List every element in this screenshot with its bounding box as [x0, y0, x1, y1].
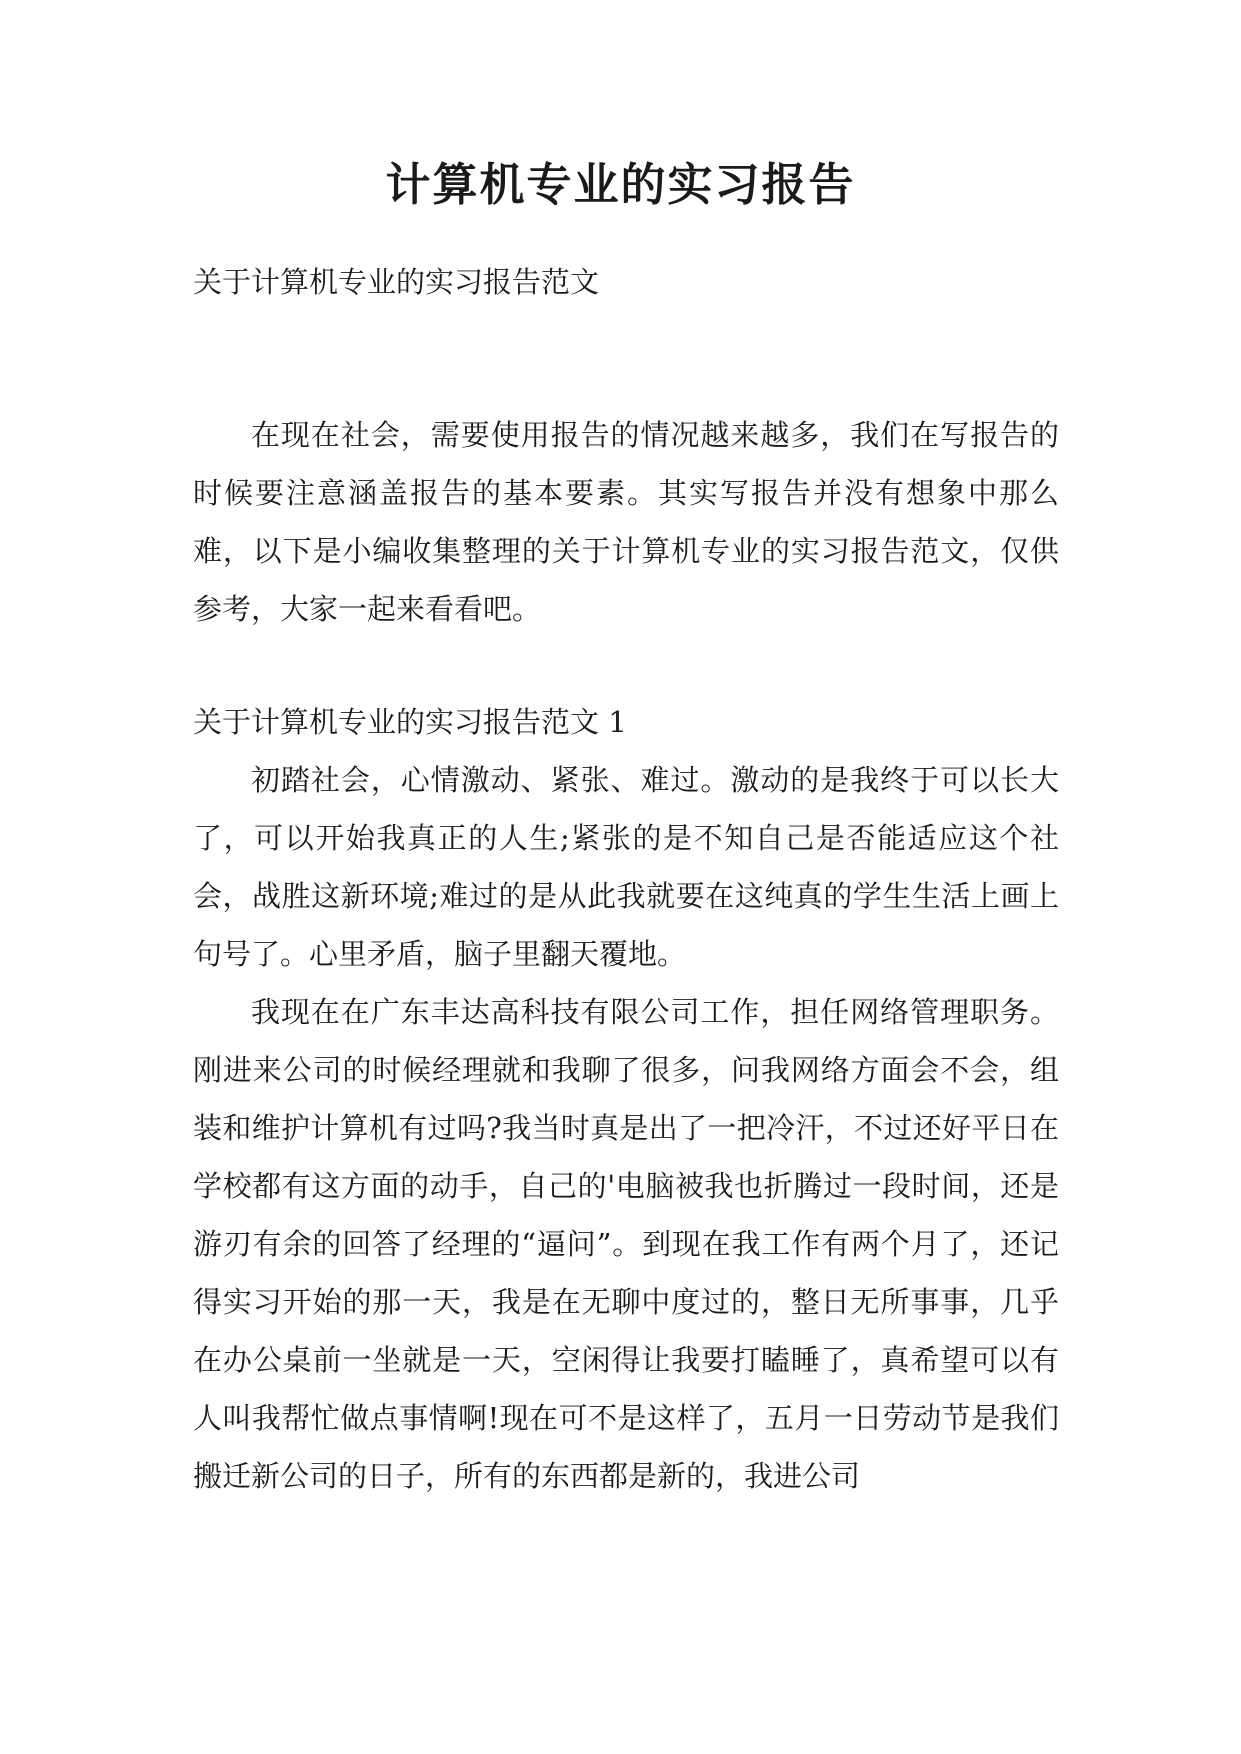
document-subtitle: 关于计算机专业的实习报告范文: [193, 265, 600, 299]
intro-block: [193, 406, 1059, 638]
intro-paragraph: 在现在社会，需要使用报告的情况越来越多，我们在写报告的时候要注意涵盖报告的基本要素。其实写报告并没有想象中那么难，以下是小编收集整理的关于计算机专业的实习报告范文，仅供参考，大家一起来看看吧。: [193, 418, 1059, 626]
document-title: 计算机专业的实习报告: [385, 158, 856, 211]
section-body: [193, 751, 1059, 1505]
body-paragraph: 我现在在广东丰达高科技有限公司工作，担任网络管理职务。刚进来公司的时候经理就和我聊了很多，问我网络方面会不会，组装和维护计算机有过吗?我当时真是出了一把冷汗，不过还好平日在学校都有这方面的动手，自己的'电脑被我也折腾过一段时间，还是游刃有余的回答了经理的“逼问”。到现在我工作有两个月了，还记得实习开始的那一天，我是在无聊中度过的，整日无所事事，几乎在办公桌前一坐就是一天，空闲得让我要打瞌睡了，真希望可以有人叫我帮忙做点事情啊!现在可不是这样了，五月一日劳动节是我们搬迁新公司的日子，所有的东西都是新的，我进公司: [193, 995, 1059, 1493]
body-paragraph: 初踏社会，心情激动、紧张、难过。激动的是我终于可以长大了，可以开始我真正的人生;紧张的是不知自己是否能适应这个社会，战胜这新环境;难过的是从此我就要在这纯真的学生生活上画上句号了。心里矛盾，脑子里翻天覆地。: [193, 763, 1059, 971]
section-heading: 关于计算机专业的实习报告范文 1: [193, 705, 627, 739]
